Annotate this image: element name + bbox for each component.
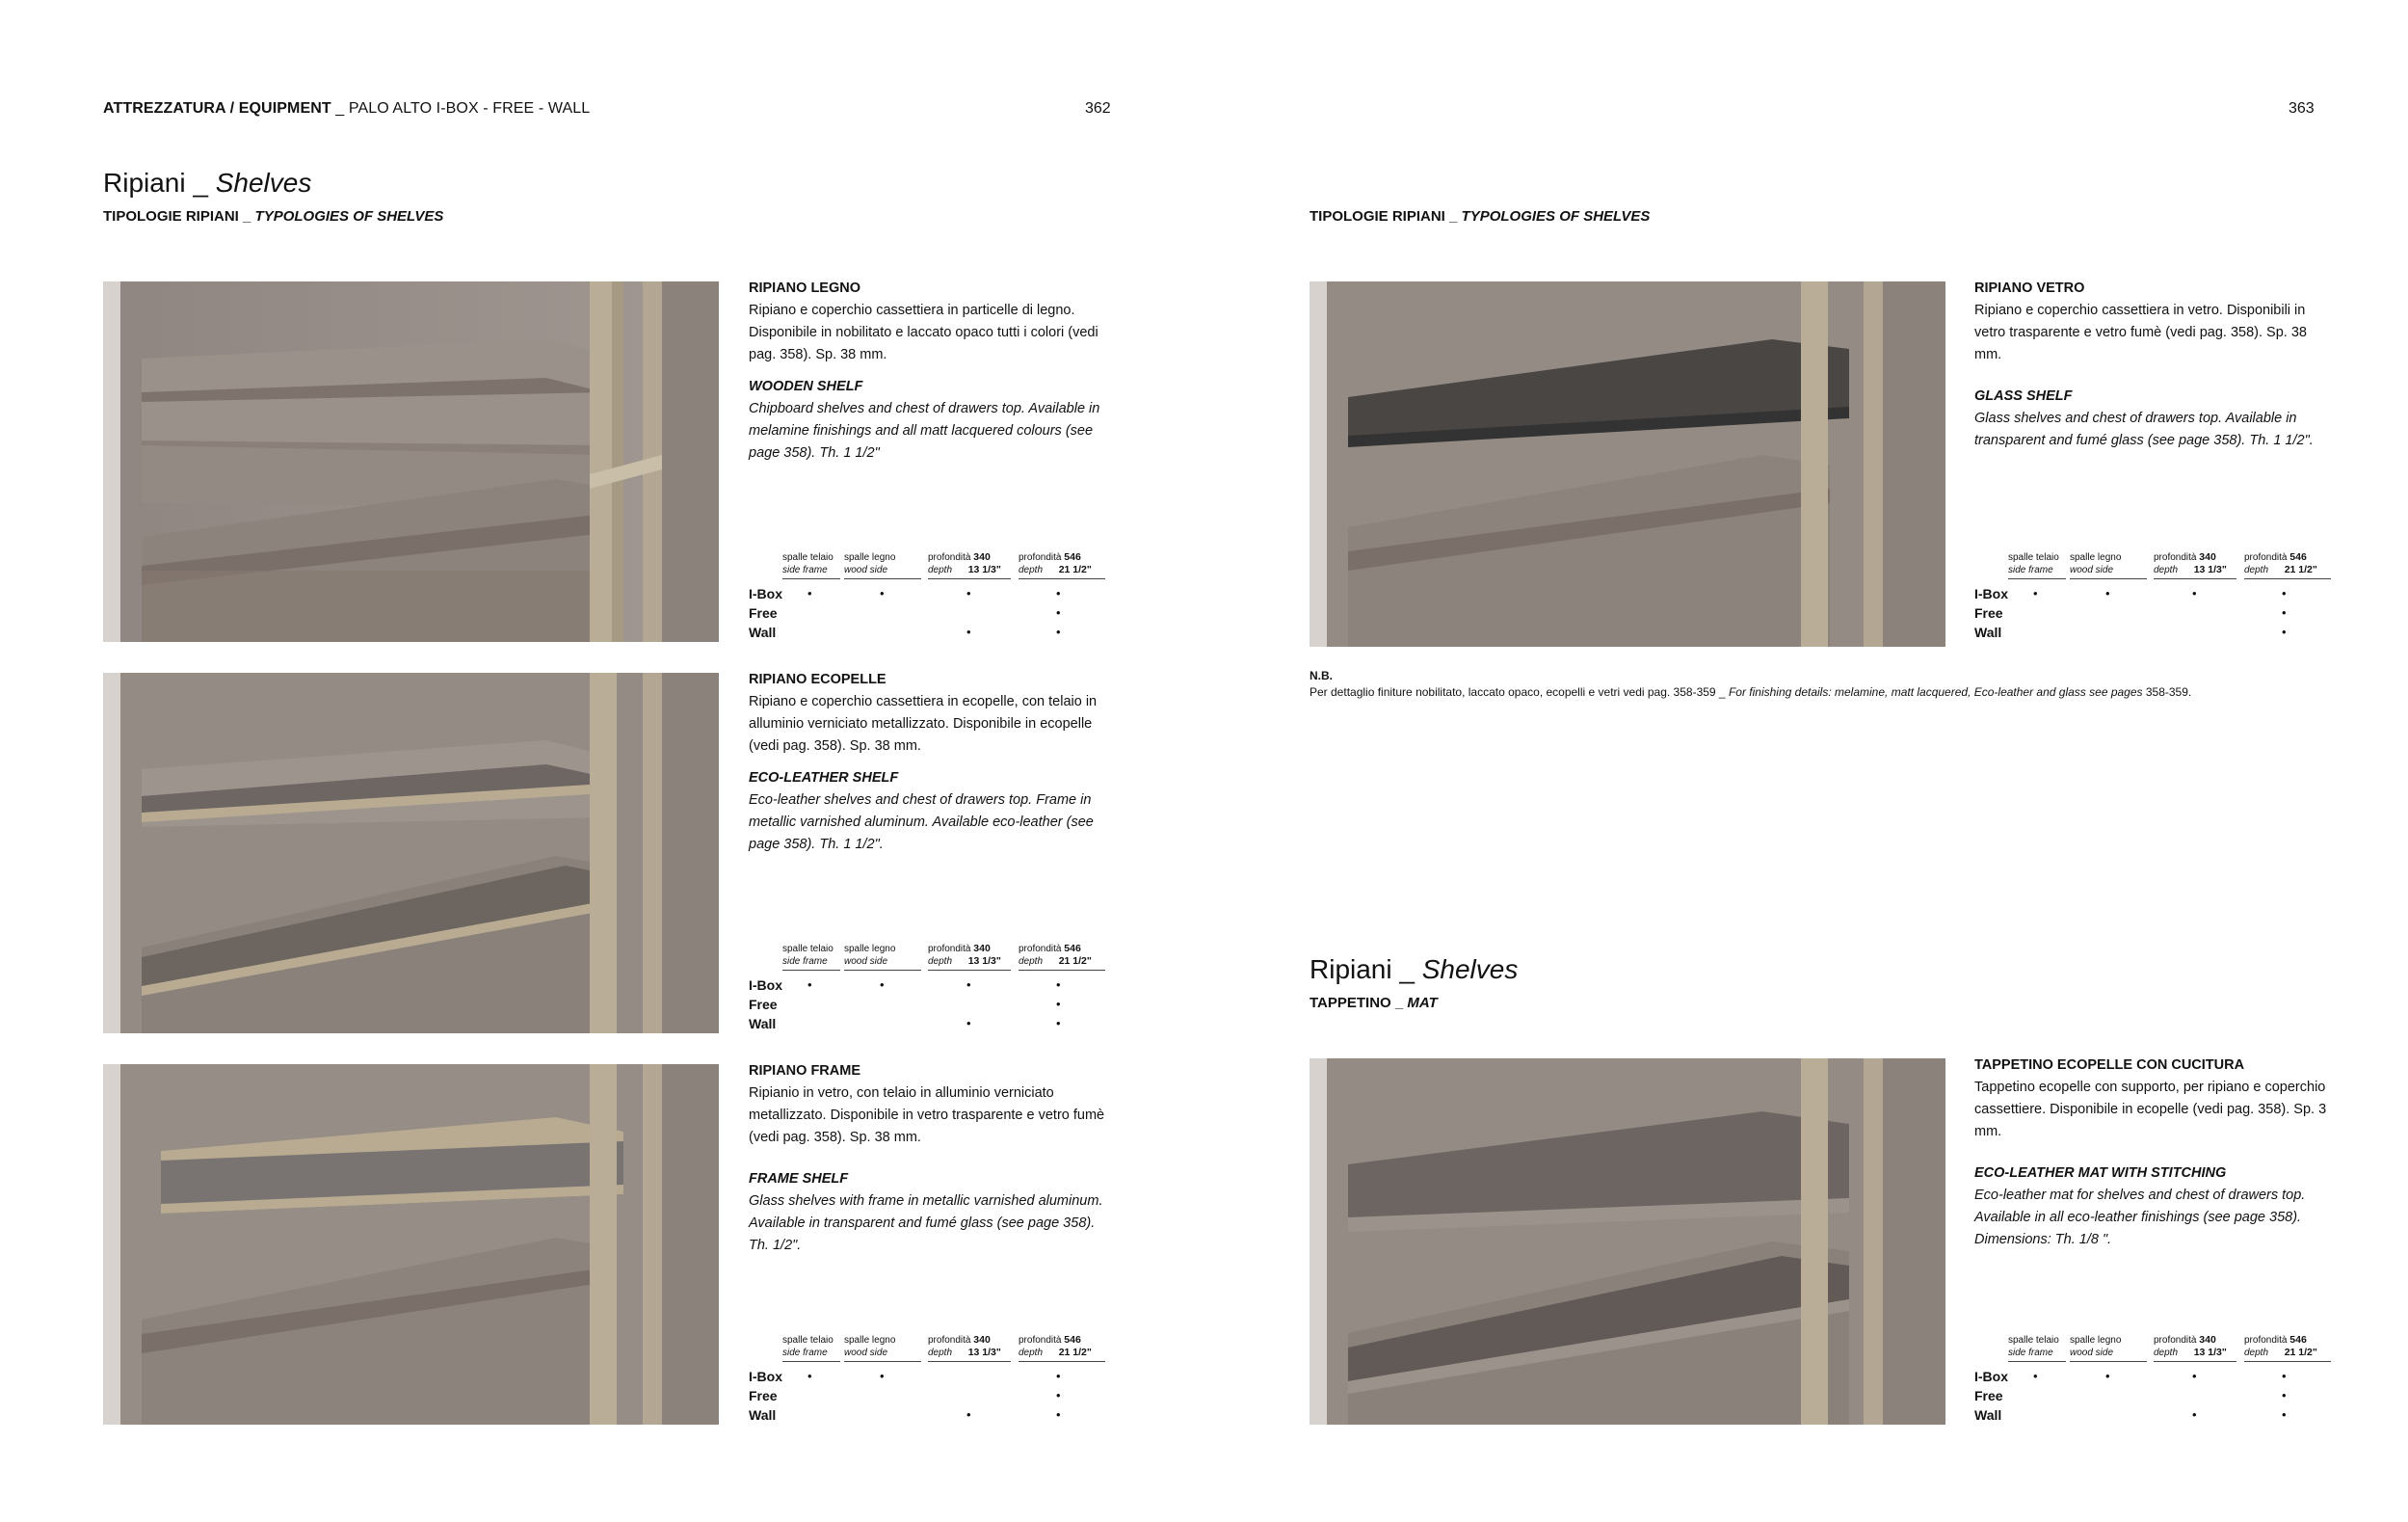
spec-table-glass <box>1974 551 2341 642</box>
col-wood-side: spalle legno wood side <box>844 943 921 971</box>
col-side-frame: spalle telaio side frame <box>2008 1334 2066 1362</box>
ecoleather-shelf-description <box>749 669 1115 856</box>
header-section: ATTREZZATURA / EQUIPMENT <box>103 100 331 117</box>
col-wood-side: spalle legno wood side <box>2070 1334 2147 1362</box>
col-side-frame: spalle telaio side frame <box>782 551 840 579</box>
row-wall: Wall • • <box>749 1407 1061 1423</box>
glass-shelf-it-text: Ripiano e coperchio cassettiera in vetro. Disponibili in vetro trasparente e vetro fumè (vedi pag. 358). Sp. 38 mm. <box>1974 303 2307 362</box>
wood-shelf-it-text: Ripiano e coperchio cassettiera in particelle di legno. Disponibile in nobilitato e laccato opaco tutti i colori (vedi pag. 358). Sp. 38 mm. <box>749 303 1098 362</box>
frame-shelf-en-text: Glass shelves with frame in metallic varnished aluminum. Available in transparent and fumé glass (see page 358). Th. 1/2". <box>749 1193 1103 1253</box>
mat-it-text: Tappetino ecopelle con supporto, per ripiano e coperchio cassettiere. Disponibile in ecopelle (vedi pag. 358). Sp. 3 mm. <box>1974 1080 2327 1139</box>
wood-shelf-en-text: Chipboard shelves and chest of drawers top. Available in melamine finishings and all matt lacquered colours (see page 358). Th. 1 1/2" <box>749 401 1100 461</box>
col-depth-546: profondità 546 depth 21 1/2" <box>1019 943 1105 971</box>
col-depth-340: profondità 340 depth 13 1/3" <box>2154 551 2236 579</box>
col-depth-546: profondità 546 depth 21 1/2" <box>1019 551 1105 579</box>
frame-shelf-en-title: FRAME SHELF <box>749 1171 849 1187</box>
spec-table-wood <box>749 551 1115 642</box>
col-depth-340: profondità 340 depth 13 1/3" <box>928 943 1011 971</box>
row-free: Free • <box>749 605 1061 621</box>
spec-table-mat <box>1974 1334 2341 1425</box>
wood-shelf-title: RIPIANO LEGNO <box>749 280 861 296</box>
section-subtitle: TIPOLOGIE RIPIANI _ TYPOLOGIES OF SHELVES <box>103 208 444 225</box>
note-title: N.B. <box>1310 669 1333 682</box>
mat-en-title: ECO-LEATHER MAT WITH STITCHING <box>1974 1165 2227 1181</box>
finishing-note <box>1310 668 2191 701</box>
col-side-frame: spalle telaio side frame <box>782 943 840 971</box>
page-number-left: 362 <box>1085 100 1111 117</box>
col-wood-side: spalle legno wood side <box>844 1334 921 1362</box>
col-depth-340: profondità 340 depth 13 1/3" <box>928 551 1011 579</box>
row-wall: Wall • • <box>749 1016 1061 1031</box>
glass-shelf-photo <box>1310 281 1945 647</box>
row-ibox: I-Box • • • • <box>1974 1369 2287 1384</box>
row-ibox: I-Box • • • • <box>1974 586 2287 601</box>
page-title: Ripiani _ Shelves <box>103 168 312 198</box>
ecoleather-shelf-title: RIPIANO ECOPELLE <box>749 672 886 687</box>
running-header <box>103 100 590 118</box>
ecoleather-shelf-it-text: Ripiano e coperchio cassettiera in ecopelle, con telaio in alluminio verniciato metallizzato. Disponibile in ecopelle (vedi pag. 358). Sp. 38 mm. <box>749 694 1098 754</box>
col-depth-340: profondità 340 depth 13 1/3" <box>2154 1334 2236 1362</box>
row-free: Free • <box>749 997 1061 1012</box>
glass-shelf-en-text: Glass shelves and chest of drawers top. Available in transparent and fumé glass (see page 358). Th. 1 1/2". <box>1974 411 2314 448</box>
ecoleather-shelf-photo <box>103 673 719 1033</box>
mat-shelf-photo <box>1310 1058 1945 1425</box>
ecoleather-shelf-en-title: ECO-LEATHER SHELF <box>749 770 899 786</box>
row-ibox: I-Box • • • • <box>749 977 1061 993</box>
row-free: Free • <box>749 1388 1061 1403</box>
ecoleather-shelf-en-text: Eco-leather shelves and chest of drawers top. Frame in metallic varnished aluminum. Available eco-leather (see page 358). Th. 1 1/2". <box>749 792 1094 852</box>
glass-shelf-description <box>1974 278 2331 452</box>
frame-shelf-it-text: Ripianio in vetro, con telaio in alluminio verniciato metallizzato. Disponibile in vetro trasparente e vetro fumè (vedi pag. 358). Sp. 38 mm. <box>749 1085 1105 1145</box>
wood-shelf-description <box>749 278 1115 465</box>
frame-shelf-description <box>749 1060 1115 1257</box>
glass-shelf-en-title: GLASS SHELF <box>1974 388 2073 404</box>
row-ibox: I-Box • • • • <box>749 586 1061 601</box>
col-wood-side: spalle legno wood side <box>2070 551 2147 579</box>
page-title-mat: Ripiani _ Shelves <box>1310 954 1519 984</box>
mat-subtitle: TAPPETINO _ MAT <box>1310 995 1438 1011</box>
row-ibox: I-Box • • • <box>749 1369 1061 1384</box>
col-side-frame: spalle telaio side frame <box>2008 551 2066 579</box>
header-collection: _ PALO ALTO I-BOX - FREE - WALL <box>331 100 591 117</box>
page-number-right: 363 <box>2289 100 2315 117</box>
row-wall: Wall • • <box>749 625 1061 640</box>
col-depth-546: profondità 546 depth 21 1/2" <box>2244 551 2331 579</box>
spec-table-frame <box>749 1334 1115 1425</box>
col-depth-546: profondità 546 depth 21 1/2" <box>2244 1334 2331 1362</box>
frame-shelf-title: RIPIANO FRAME <box>749 1063 860 1079</box>
mat-en-text: Eco-leather mat for shelves and chest of drawers top. Available in all eco-leather finishings (see page 358). Dimensions: Th. 1/8 ". <box>1974 1188 2306 1247</box>
row-free: Free • <box>1974 1388 2287 1403</box>
page-title-italic: Shelves <box>215 168 312 198</box>
row-wall: Wall • <box>1974 625 2287 640</box>
row-free: Free • <box>1974 605 2287 621</box>
note-text: Per dettaglio finiture nobilitato, laccato opaco, ecopelli e vetri vedi pag. 358-359 _ For finishing details: melamine, matt lacquered, Eco-leather and glass see pages 358-359. <box>1310 685 2192 699</box>
col-side-frame: spalle telaio side frame <box>782 1334 840 1362</box>
section-subtitle-right: TIPOLOGIE RIPIANI _ TYPOLOGIES OF SHELVES <box>1310 208 1651 225</box>
frame-shelf-photo <box>103 1064 719 1425</box>
col-depth-340: profondità 340 depth 13 1/3" <box>928 1334 1011 1362</box>
col-depth-546: profondità 546 depth 21 1/2" <box>1019 1334 1105 1362</box>
mat-description <box>1974 1055 2350 1251</box>
row-wall: Wall • • <box>1974 1407 2287 1423</box>
wooden-shelf-photo <box>103 281 719 642</box>
glass-shelf-title: RIPIANO VETRO <box>1974 280 2085 296</box>
mat-title: TAPPETINO ECOPELLE CON CUCITURA <box>1974 1057 2245 1073</box>
col-wood-side: spalle legno wood side <box>844 551 921 579</box>
wood-shelf-en-title: WOODEN SHELF <box>749 379 863 394</box>
spec-table-ecoleather <box>749 943 1115 1033</box>
